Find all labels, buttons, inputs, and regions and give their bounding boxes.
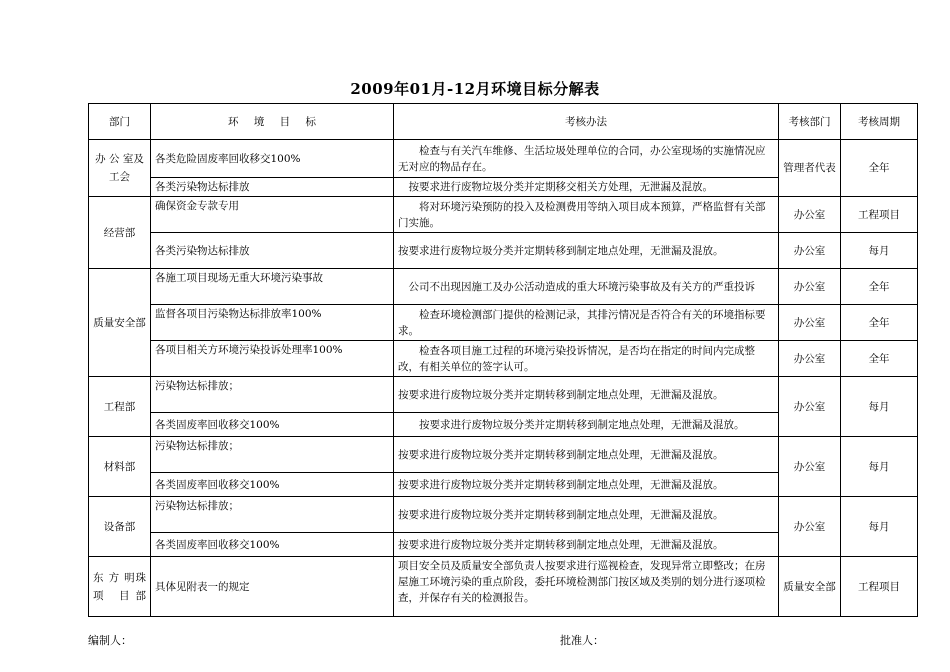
assess-cell: 办公室 <box>779 437 841 497</box>
method-cell: 按要求进行废物垃圾分类并定期转移到制定地点处理，无泄漏及混放。 <box>394 473 779 497</box>
assess-cell: 办公室 <box>779 341 841 377</box>
method-cell: 公司不出现因施工及办公活动造成的重大环境污染事故及有关方的严重投诉 <box>394 269 779 305</box>
approver-label: 批准人： <box>560 634 604 647</box>
assess-cell: 质量安全部 <box>779 557 841 617</box>
period-cell: 每月 <box>841 437 918 497</box>
target-cell: 各类固废率回收移交100% <box>151 533 394 557</box>
method-cell: 按要求进行废物垃圾分类并定期转移到制定地点处理，无泄漏及混放。 <box>394 437 779 473</box>
header-method: 考核办法 <box>394 104 779 140</box>
period-cell: 全年 <box>841 140 918 197</box>
target-cell: 确保资金专款专用 <box>151 197 394 233</box>
method-cell: 按要求进行废物垃圾分类并定期转移到制定地点处理，无泄漏及混放。 <box>394 377 779 413</box>
assess-cell: 办公室 <box>779 269 841 305</box>
header-target: 环 境 目 标 <box>151 104 394 140</box>
table-row <box>89 140 918 178</box>
dept-materials: 材料部 <box>89 437 151 497</box>
method-cell: 项目安全员及质量安全部负责人按要求进行巡视检查，发现异常立即整改；在房屋施工环境污染的重点阶段，委托环境检测部门按区域及类别的划分进行逐项检查，并保存有关的检测报告。 <box>394 557 779 617</box>
table-row <box>89 557 918 617</box>
target-cell: 各类固废率回收移交100% <box>151 413 394 437</box>
table-row <box>89 305 918 341</box>
period-cell: 每月 <box>841 497 918 557</box>
method-cell: 按要求进行废物垃圾分类并定期转移到制定地点处理，无泄漏及混放。 <box>394 533 779 557</box>
target-cell: 各项目相关方环境污染投诉处理率100% <box>151 341 394 377</box>
dept-business: 经营部 <box>89 197 151 269</box>
page-title: 2009年01月-12月环境目标分解表 <box>350 80 600 98</box>
dept-office: 办 公 室及工会 <box>89 140 151 197</box>
period-cell: 工程项目 <box>841 197 918 233</box>
table-header-row <box>89 104 918 140</box>
dept-project: 东 方 明珠 项 目部 <box>89 557 151 617</box>
assess-cell: 管理者代表 <box>779 140 841 197</box>
method-cell: 检查各项目施工过程的环境污染投诉情况，是否均在指定的时间内完成整改，有相关单位的签字认可。 <box>394 341 779 377</box>
editor-label: 编制人： <box>88 634 132 647</box>
target-cell: 各类危险固废率回收移交100% <box>151 140 394 178</box>
target-cell: 各类污染物达标排放 <box>151 233 394 269</box>
table-row <box>89 437 918 473</box>
assess-cell: 办公室 <box>779 233 841 269</box>
period-cell: 全年 <box>841 341 918 377</box>
period-cell: 全年 <box>841 305 918 341</box>
table-row <box>89 377 918 413</box>
table-row <box>89 497 918 533</box>
table-row <box>89 197 918 233</box>
target-cell: 污染物达标排放； <box>151 437 394 473</box>
header-assess-dept: 考核部门 <box>779 104 841 140</box>
target-cell: 监督各项目污染物达标排放率100% <box>151 305 394 341</box>
target-cell: 各类污染物达标排放 <box>151 178 394 197</box>
method-cell: 按要求进行废物垃圾分类并定期转移到制定地点处理，无泄漏及混放。 <box>394 233 779 269</box>
assess-cell: 办公室 <box>779 305 841 341</box>
dept-engineering: 工程部 <box>89 377 151 437</box>
method-cell: 检查与有关汽车维修、生活垃圾处理单位的合同，办公室现场的实施情况应无对应的物品存在。 <box>394 140 779 178</box>
method-cell: 检查环境检测部门提供的检测记录，其排污情况是否符合有关的环境指标要求。 <box>394 305 779 341</box>
target-cell: 具体见附表一的规定 <box>151 557 394 617</box>
target-cell: 污染物达标排放； <box>151 497 394 533</box>
method-cell: 按要求进行废物垃圾分类并定期移交相关方处理，无泄漏及混放。 <box>394 178 779 197</box>
table-row <box>89 233 918 269</box>
header-dept: 部门 <box>89 104 151 140</box>
dept-equipment: 设备部 <box>89 497 151 557</box>
target-cell: 各施工项目现场无重大环境污染事故 <box>151 269 394 305</box>
header-period: 考核周期 <box>841 104 918 140</box>
target-cell: 各类固废率回收移交100% <box>151 473 394 497</box>
method-cell: 按要求进行废物垃圾分类并定期转移到制定地点处理，无泄漏及混放。 <box>394 413 779 437</box>
target-cell: 污染物达标排放； <box>151 377 394 413</box>
period-cell: 全年 <box>841 269 918 305</box>
method-cell: 将对环境污染预防的投入及检测费用等纳入项目成本预算，严格监督有关部门实施。 <box>394 197 779 233</box>
target-table <box>88 103 918 617</box>
assess-cell: 办公室 <box>779 197 841 233</box>
dept-quality: 质量安全部 <box>89 269 151 377</box>
assess-cell: 办公室 <box>779 377 841 437</box>
table-row <box>89 269 918 305</box>
period-cell: 工程项目 <box>841 557 918 617</box>
method-cell: 按要求进行废物垃圾分类并定期转移到制定地点处理，无泄漏及混放。 <box>394 497 779 533</box>
period-cell: 每月 <box>841 377 918 437</box>
assess-cell: 办公室 <box>779 497 841 557</box>
period-cell: 每月 <box>841 233 918 269</box>
table-row <box>89 341 918 377</box>
